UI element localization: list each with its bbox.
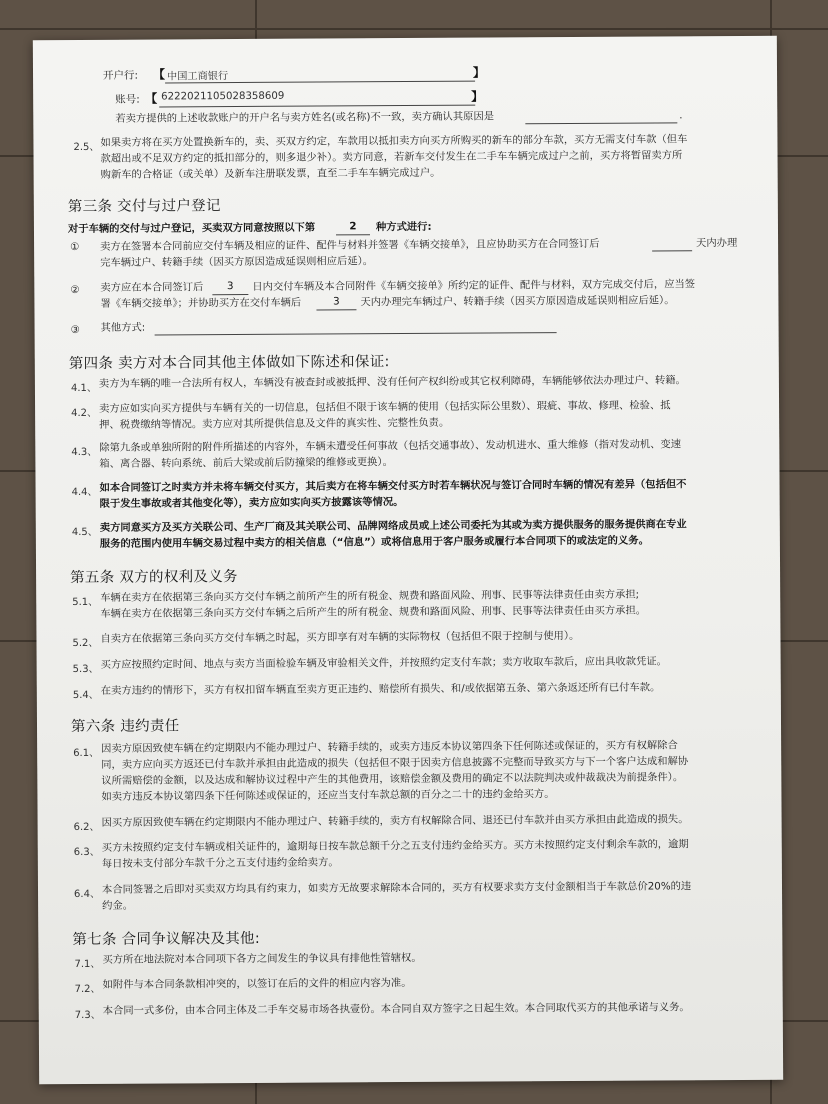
clause-line: 如附件与本合同条款相冲突的，以签订在后的文件的相应内容为准。 xyxy=(102,976,412,991)
clause-line: 如果卖方将在买方处置换新车的，卖、买双方约定，车款用以抵扣卖方向买方所购买的新车的部分车款，买方无需支付车款（但车 xyxy=(100,133,688,149)
clause-line: 限于发生事故或者其他变化等），卖方应如实向买方披露该等情况。 xyxy=(99,496,404,510)
days-value: 3 xyxy=(333,295,340,308)
section-heading: 第六条 违约责任 xyxy=(70,718,180,736)
clause-line: 车辆在卖方在依据第三条向买方交付车辆之后所产生的所有税金、规费和路面风险、刑事、民事等法律责任由买方承担。 xyxy=(100,604,647,620)
clause-line: 因卖方原因致使车辆在约定期限内不能办理过户、转籍手续的，或卖方违反本协议第四条下任何陈述或保证的，买方有权解除合 xyxy=(101,739,678,755)
option-line: 完车辆过户、转籍手续（因买方原因造成延误则相应后延）。 xyxy=(100,255,374,269)
clause-number: 2.5、 xyxy=(73,141,100,154)
clause-line: 同，卖方应向买方返还已付车款并承担由此造成的损失（包括但不限于因卖方信息披露不完整而导致买方与下一个客户达成和解协 xyxy=(101,755,689,771)
option-mark: ③ xyxy=(70,324,80,337)
section-heading: 第七条 合同争议解决及其他: xyxy=(72,930,261,949)
clause-line: 因买方原因致使车辆在约定期限内不能办理过户、转籍手续的，卖方有权解除合同、退还已付车款并由买方承担由此造成的损失。 xyxy=(101,813,689,829)
clause-line: 箱、离合器、转向系统、前后大梁或前后防撞梁的维修或更换）。 xyxy=(99,456,393,470)
clause-line: 卖方应如实向买方提供与车辆有关的一切信息，包括但不限于该车辆的使用（包括实际公里数）、瑕疵、事故、修理、检验、抵 xyxy=(99,399,671,415)
clause-line: 押、税费缴纳等情况。卖方应对其所提供信息及文件的真实性、完整性负责。 xyxy=(99,416,450,431)
clause-number: 4.3、 xyxy=(71,446,98,459)
clause-line: 本合同签署之后即对买卖双方均具有约束力，如卖方无故要求解除本合同的，买方有权要求卖方支付金额相当于车款总价20%的违 xyxy=(101,880,692,896)
account-number-label: 账号: xyxy=(115,93,140,106)
clause-line: 自卖方在依据第三条向买方交付车辆之时起，买方即享有对车辆的实际物权（包括但不限于控制与使用）。 xyxy=(100,629,580,645)
clause-number: 7.3、 xyxy=(74,1009,101,1022)
clause-number: 6.4、 xyxy=(74,888,100,901)
clause-number: 5.1、 xyxy=(72,596,99,609)
clause-line: 如卖方违反本协议第四条下任何陈述或保证的，还应当支付车款总额的百分之二十的违约金给买方。 xyxy=(101,788,555,803)
method-underline xyxy=(336,234,370,235)
other-method-blank xyxy=(155,332,557,335)
bracket-open: 【 xyxy=(145,91,158,106)
clause-line: 在卖方违约的情形下，买方有权扣留车辆直至卖方更正违约、赔偿所有损失、和/或依据第五条、第六条返还所有已付车款。 xyxy=(100,681,661,697)
option-line-tail: 天内办理 xyxy=(696,236,738,250)
clause-number: 7.1、 xyxy=(74,958,101,971)
option-line: 日内交付车辆及本合同附件《车辆交接单》所约定的证件、配件与材料，双方完成交付后，应当签 xyxy=(252,278,696,293)
period: . xyxy=(679,109,683,122)
section-heading: 第三条 交付与过户登记 xyxy=(67,198,221,216)
clause-line: 款超出或不足双方约定的抵扣部分的，则多退少补）。卖方同意，若新车交付发生在二手车车辆完成过户之前，买方将暂留卖方所 xyxy=(100,149,683,165)
option-mark: ② xyxy=(70,284,80,297)
bracket-close: 】 xyxy=(472,65,486,80)
clause-number: 4.1、 xyxy=(70,382,97,395)
clause-line: 服务的范围内使用车辆交易过程中卖方的相关信息（“信息”）或将信息用于客户服务或履行本合同项下的或法定的义务。 xyxy=(99,534,649,550)
clause-number: 6.2、 xyxy=(73,821,100,834)
option-line: 天内办理完车辆过户、转籍手续（因买方原因造成延误则相应后延）。 xyxy=(360,294,675,309)
days-underline xyxy=(316,309,356,310)
clause-number: 4.2、 xyxy=(71,407,98,420)
clause-line: 议所需赔偿的金额，以及达成和解协议过程中产生的其他费用，该赔偿金额及费用的确定不以法院判决或仲裁裁决为前提条件）。 xyxy=(101,771,684,787)
option-line: 其他方式: xyxy=(100,321,146,334)
method-value: 2 xyxy=(349,220,357,233)
clause-number: 4.4、 xyxy=(71,486,98,499)
bank-label: 开户行: xyxy=(103,69,139,82)
clause-number: 5.4、 xyxy=(72,689,99,702)
option-blank xyxy=(652,250,692,251)
option-line: 卖方在签署本合同前应交付车辆及相应的证件、配件与材料并签署《车辆交接单》，且应协助买方在合同签订后 xyxy=(100,237,600,253)
clause-number: 5.2、 xyxy=(72,637,99,650)
clause-line: 如本合同签订之时卖方并未将车辆交付买方，其后卖方在将车辆交付买方时若车辆状况与签订合同时车辆的情况有差异（包括但不 xyxy=(99,478,687,494)
option-line: 署《车辆交接单》；并协助买方在交付车辆后 xyxy=(100,296,302,310)
delivery-intro: 对于车辆的交付与过户登记，买卖双方同意按照以下第 xyxy=(67,221,316,236)
clause-number: 6.3、 xyxy=(73,846,100,859)
option-line: 卖方应在本合同签订后 xyxy=(100,281,204,294)
account-number-value: 6222021105028358609 xyxy=(161,90,285,103)
clause-line: 每日按未支付部分车款千分之五支付违约金给卖方。 xyxy=(101,856,339,870)
account-note: 若卖方提供的上述收款账户的开户名与卖方姓名(或名称)不一致，卖方确认其原因是 xyxy=(115,110,495,125)
bank-value: 中国工商银行 xyxy=(167,71,229,83)
clause-number: 5.3、 xyxy=(72,663,99,676)
clause-line: 卖方为车辆的唯一合法所有权人，车辆没有被查封或被抵押、没有任何产权纠纷或其它权利障碍，车辆能够依法办理过户、转籍。 xyxy=(98,374,686,390)
clause-number: 6.1、 xyxy=(73,747,100,760)
bracket-open: 【 xyxy=(152,67,166,82)
bracket-close: 】 xyxy=(471,89,484,104)
clause-line: 购新车的合格证（或关单）及新车注册联发票，直至二手车车辆完成过户。 xyxy=(100,166,441,181)
clause-line: 约金。 xyxy=(102,899,134,912)
contract-page xyxy=(33,36,783,1085)
floor-seam xyxy=(0,28,828,30)
clause-number: 7.2、 xyxy=(74,983,101,996)
clause-line: 车辆在卖方在依据第三条向买方交付车辆之前所产生的所有税金、规费和路面风险、刑事、民事等法律责任由卖方承担; xyxy=(100,588,640,604)
section-heading: 第四条 卖方对本合同其他主体做如下陈述和保证: xyxy=(68,354,390,373)
clause-line: 买方所在地法院对本合同项下各方之间发生的争议具有排他性管辖权。 xyxy=(102,951,422,966)
section-heading: 第五条 双方的权利及义务 xyxy=(70,569,238,587)
clause-line: 本合同一式多份，由本合同主体及二手车交易市场各执壹份。本合同自双方签字之日起生效。本合同取代买方的其他承诺与义务。 xyxy=(102,1001,690,1017)
clause-number: 4.5、 xyxy=(71,526,98,539)
account-underline xyxy=(159,105,475,108)
option-mark: ① xyxy=(70,241,80,254)
clause-line: 买方应按照约定时间、地点与卖方当面检验车辆及审验相关文件，并按照约定支付车款；卖方收取车款后，应出具收款凭证。 xyxy=(100,655,667,671)
account-note-blank xyxy=(525,122,677,124)
clause-line: 卖方同意买方及买方关联公司、生产厂商及其关联公司、品牌网络成员或上述公司委托为其或为卖方提供服务的服务提供商在专业 xyxy=(99,518,687,534)
days-value: 3 xyxy=(227,280,234,293)
delivery-intro-tail: 种方式进行: xyxy=(375,220,432,234)
clause-line: 买方未按照约定支付车辆或相关证件的，逾期每日按车款总额千分之五支付违约金给买方。买方未按照约定支付剩余车款的，逾期 xyxy=(101,838,689,854)
clause-line: 除第九条或单独所附的附件所描述的内容外，车辆未遭受任何事故（包括交通事故）、发动机进水、重大维修（指对发动机、变速 xyxy=(99,438,682,454)
